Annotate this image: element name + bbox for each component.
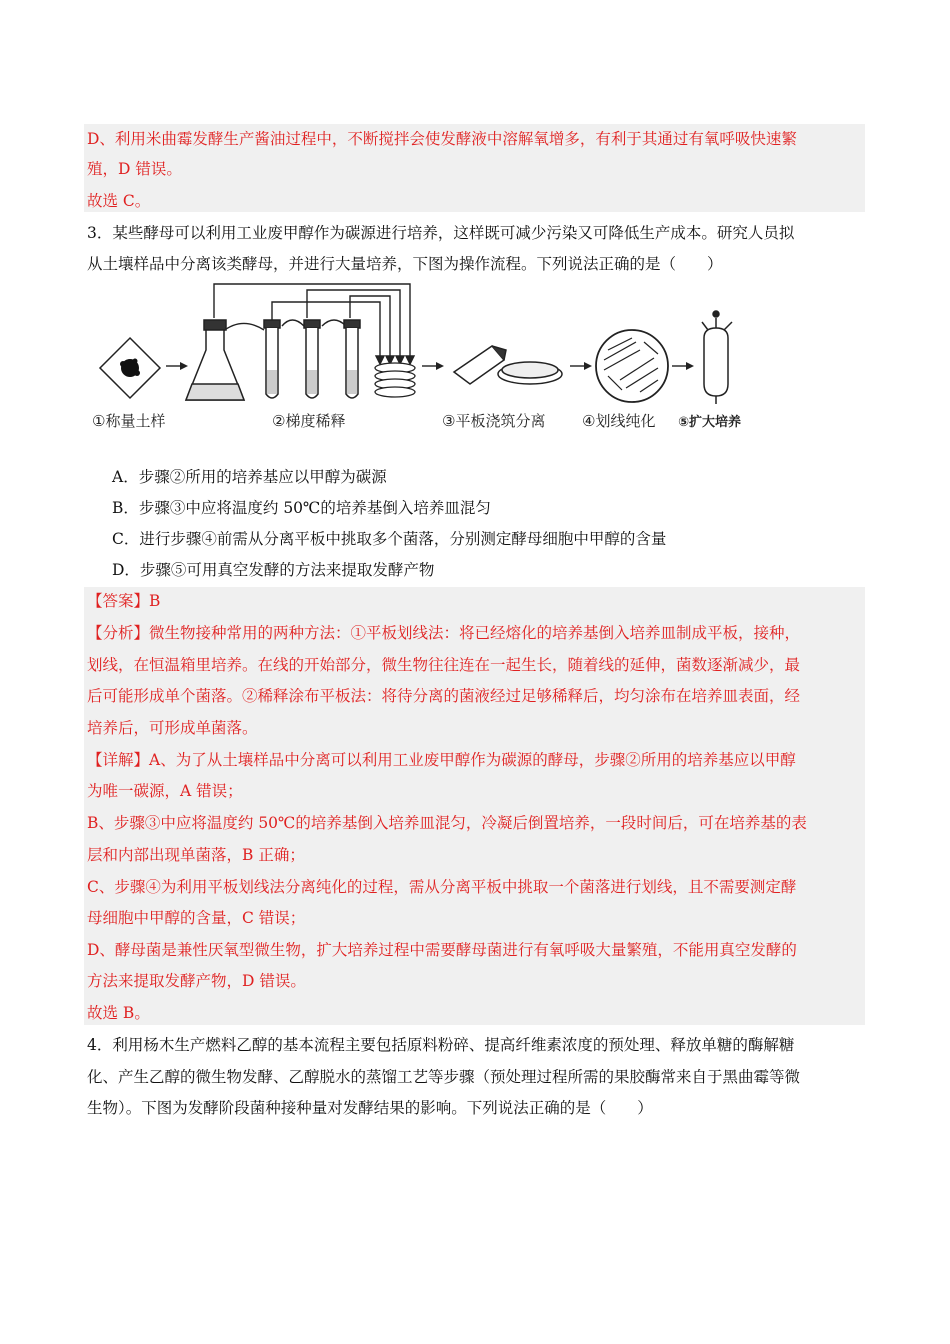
q4-stem-line1: 4．利用杨木生产燃料乙醇的基本流程主要包括原料粉碎、提高纤维素浓度的预处理、释放单糖的酶解糖 bbox=[87, 1036, 795, 1054]
q3-detail-line4: 层和内部出现单菌落，B 正确； bbox=[87, 846, 305, 864]
q3-option-c: C．进行步骤④前需从分离平板中挑取多个菌落，分别测定酵母细胞中甲醇的含量 bbox=[112, 530, 667, 548]
streak-plate-icon bbox=[596, 330, 668, 402]
q3-analysis-line1: 【分析】微生物接种常用的两种方法：①平板划线法：将已经熔化的培养基倒入培养皿制成平板，接种， bbox=[87, 624, 801, 642]
q3-detail-line5: C、步骤④为利用平板划线法分离纯化的过程，需从分离平板中挑取一个菌落进行划线，且不需要测定酵 bbox=[87, 878, 797, 896]
q3-detail-line3: B、步骤③中应将温度约 50℃的培养基倒入培养皿混匀，冷凝后倒置培养，一段时间后，可在培养基的表 bbox=[87, 814, 807, 832]
pouring-plate-icon bbox=[454, 346, 562, 384]
q3-stem-line2: 从土壤样品中分离该类酵母，并进行大量培养，下图为操作流程。下列说法正确的是（ ） bbox=[87, 255, 723, 273]
conical-flask-icon bbox=[186, 320, 244, 400]
prev-answer-conclusion: 故选 C。 bbox=[87, 192, 151, 210]
q3-detail-line8: 方法来提取发酵产物，D 错误。 bbox=[87, 972, 306, 990]
q3-conclusion: 故选 B。 bbox=[87, 1004, 150, 1022]
prev-answer-line-d1: D、利用米曲霉发酵生产酱油过程中，不断搅拌会使发酵液中溶解氧增多，有利于其通过有氧呼吸快速繁 bbox=[87, 130, 797, 148]
fermenter-icon bbox=[702, 311, 732, 404]
soil-sample-icon bbox=[100, 338, 160, 398]
q4-stem-line2: 化、产生乙醇的微生物发酵、乙醇脱水的蒸馏工艺等步骤（预处理过程所需的果胶酶常来自于黑曲霉等微 bbox=[87, 1068, 801, 1086]
q3-detail-line2: 为唯一碳源，A 错误； bbox=[87, 782, 243, 800]
q3-stem-line1: 3．某些酵母可以利用工业废甲醇作为碳源进行培养，这样既可减少污染又可降低生产成本。研究人员拟 bbox=[87, 224, 795, 242]
q3-analysis-line3: 后可能形成单个菌落。②稀释涂布平板法：将待分离的菌液经过足够稀释后，均匀涂布在培养皿表面，经 bbox=[87, 687, 801, 705]
q3-option-a: A．步骤②所用的培养基应以甲醇为碳源 bbox=[112, 468, 387, 486]
test-tube-1-icon bbox=[264, 320, 280, 398]
step3-caption: ③平板浇筑分离 bbox=[442, 412, 546, 430]
test-tube-3-icon bbox=[344, 320, 360, 398]
step1-caption: ①称量土样 bbox=[92, 412, 166, 430]
q3-option-b: B．步骤③中应将温度约 50℃的培养基倒入培养皿混匀 bbox=[112, 499, 491, 517]
q4-stem-line3: 生物）。下图为发酵阶段菌种接种量对发酵结果的影响。下列说法正确的是（ ） bbox=[87, 1099, 653, 1117]
q3-analysis-line2: 划线，在恒温箱里培养。在线的开始部分，微生物往往连在一起生长，随着线的延伸，菌数逐渐减少，最 bbox=[87, 656, 801, 674]
stacked-plates-icon bbox=[375, 363, 415, 397]
step4-caption: ④划线纯化 bbox=[582, 412, 656, 430]
step5-caption: ⑤扩大培养 bbox=[678, 415, 742, 430]
q3-answer: 【答案】B bbox=[87, 592, 161, 610]
q3-detail-line1: 【详解】A、为了从土壤样品中分离可以利用工业废甲醇作为碳源的酵母，步骤②所用的培养基应以甲醇 bbox=[87, 751, 796, 769]
q3-analysis-line4: 培养后，可形成单菌落。 bbox=[87, 719, 258, 737]
q3-detail-line7: D、酵母菌是兼性厌氧型微生物，扩大培养过程中需要酵母菌进行有氧呼吸大量繁殖，不能用真空发酵的 bbox=[87, 941, 797, 959]
q3-flow-diagram bbox=[92, 280, 752, 440]
prev-answer-line-d2: 殖，D 错误。 bbox=[87, 160, 182, 178]
q3-detail-line6: 母细胞中甲醇的含量，C 错误； bbox=[87, 909, 306, 927]
test-tube-2-icon bbox=[304, 320, 320, 398]
step2-caption: ②梯度稀释 bbox=[272, 412, 346, 430]
q3-option-d: D．步骤⑤可用真空发酵的方法来提取发酵产物 bbox=[112, 561, 435, 579]
